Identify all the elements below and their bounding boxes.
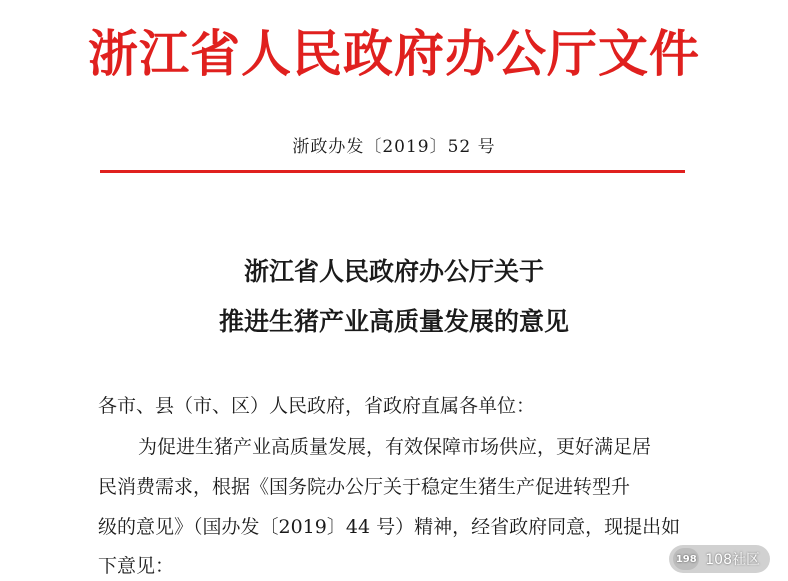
addressee-line: 各市、县（市、区）人民政府，省政府直属各单位： bbox=[98, 395, 536, 417]
body-text-line: 下意见： bbox=[98, 555, 175, 577]
body-text-line: 为促进生猪产业高质量发展，有效保障市场供应，更好满足居 bbox=[138, 436, 652, 458]
body-text-line: 级的意见》（国办发〔2019〕44 号）精神，经省政府同意，现提出如 bbox=[98, 516, 681, 538]
red-divider-line bbox=[100, 170, 685, 173]
document-title-line-1: 浙江省人民政府办公厅关于 bbox=[243, 257, 544, 286]
document-number: 浙政办发〔2019〕52 号 bbox=[292, 137, 496, 157]
watermark-text: 108社区 bbox=[705, 552, 760, 568]
body-text-line: 民消费需求，根据《国务院办公厅关于稳定生猪生产促进转型升 bbox=[98, 476, 631, 498]
document-header-title: 浙江省人民政府办公厅文件 bbox=[88, 24, 700, 83]
site-watermark bbox=[669, 545, 770, 573]
watermark-logo-icon: 198 bbox=[673, 548, 699, 570]
document-title-line-2: 推进生猪产业高质量发展的意见 bbox=[218, 307, 569, 336]
